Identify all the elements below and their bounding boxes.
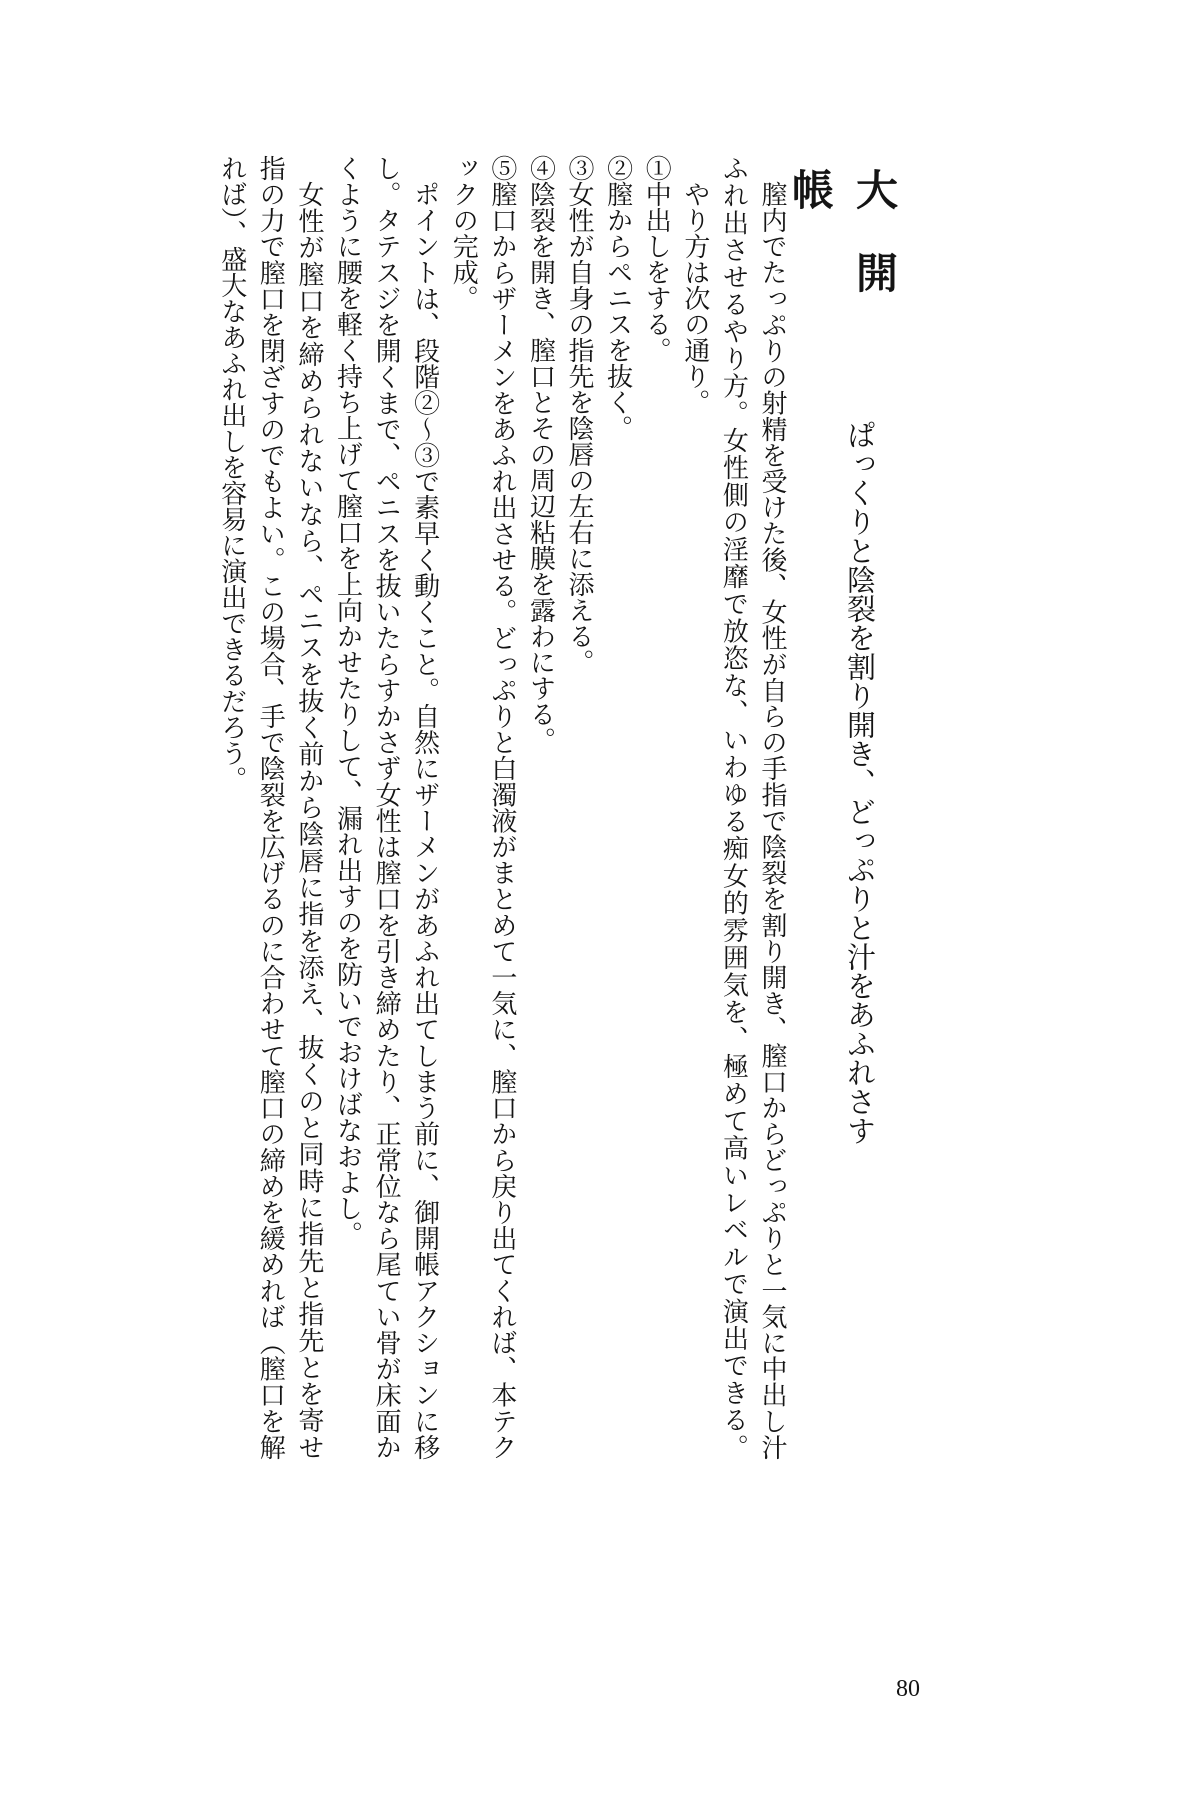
list-item: ⑤膣口からザーメンをあふれ出させる。どっぷりと白濁液がまとめて一気に、膣口から戻り出てくれば、本テク	[486, 155, 517, 1460]
section-title: 大開帳	[786, 168, 899, 293]
page-number: 80	[896, 1676, 920, 1702]
body-text	[212, 155, 791, 1460]
text-column: 指の力で膣口を閉ざすのでもよい。この場合、手で陰裂を広げるのに合わせて膣口の締めを緩めれば（膣口を解	[255, 155, 286, 1460]
text-column: ポイントは、段階②～③で素早く動くこと。自然にザーメンがあふれ出てしまう前に、御開帳アクションに移	[409, 181, 440, 1460]
list-item: ④陰裂を開き、膣口とその周辺粘膜を露わにする。	[525, 155, 556, 753]
text-column: くように腰を軽く持ち上げて膣口を上向かせたりして、漏れ出すのを防いでおけばなおよし。	[332, 155, 363, 1247]
text-column: ふれ出させるやり方。女性側の淫靡で放恣な、いわゆる痴女的雰囲気を、極めて高いレベルで演出できる。	[718, 155, 749, 1460]
text-column: やり方は次の通り。	[679, 181, 710, 415]
text-column: れば）、盛大なあふれ出しを容易に演出できるだろう。	[216, 155, 247, 792]
text-column: 女性が膣口を締められないなら、ペニスを抜く前から陰唇に指を添え、抜くのと同時に指先と指先とを寄せ	[293, 181, 324, 1460]
text-column: 膣内でたっぷりの射精を受けた後、女性が自らの手指で陰裂を割り開き、膣口からどっぷりと一気に中出し汁	[757, 181, 787, 1460]
list-item: ②膣からペニスを抜く。	[602, 155, 633, 441]
text-column: ックの完成。	[448, 155, 479, 311]
list-item: ③女性が自身の指先を陰唇の左右に添える。	[564, 155, 595, 675]
list-item: ①中出しをする。	[641, 155, 672, 363]
section-subtitle: ぱっくりと陰裂を割り開き、どっぷりと汁をあふれさす	[843, 420, 877, 1145]
text-column: し。タテスジを開くまで、ペニスを抜いたらすかさず女性は膣口を引き締めたり、正常位なら尾てい骨が床面か	[371, 155, 402, 1460]
